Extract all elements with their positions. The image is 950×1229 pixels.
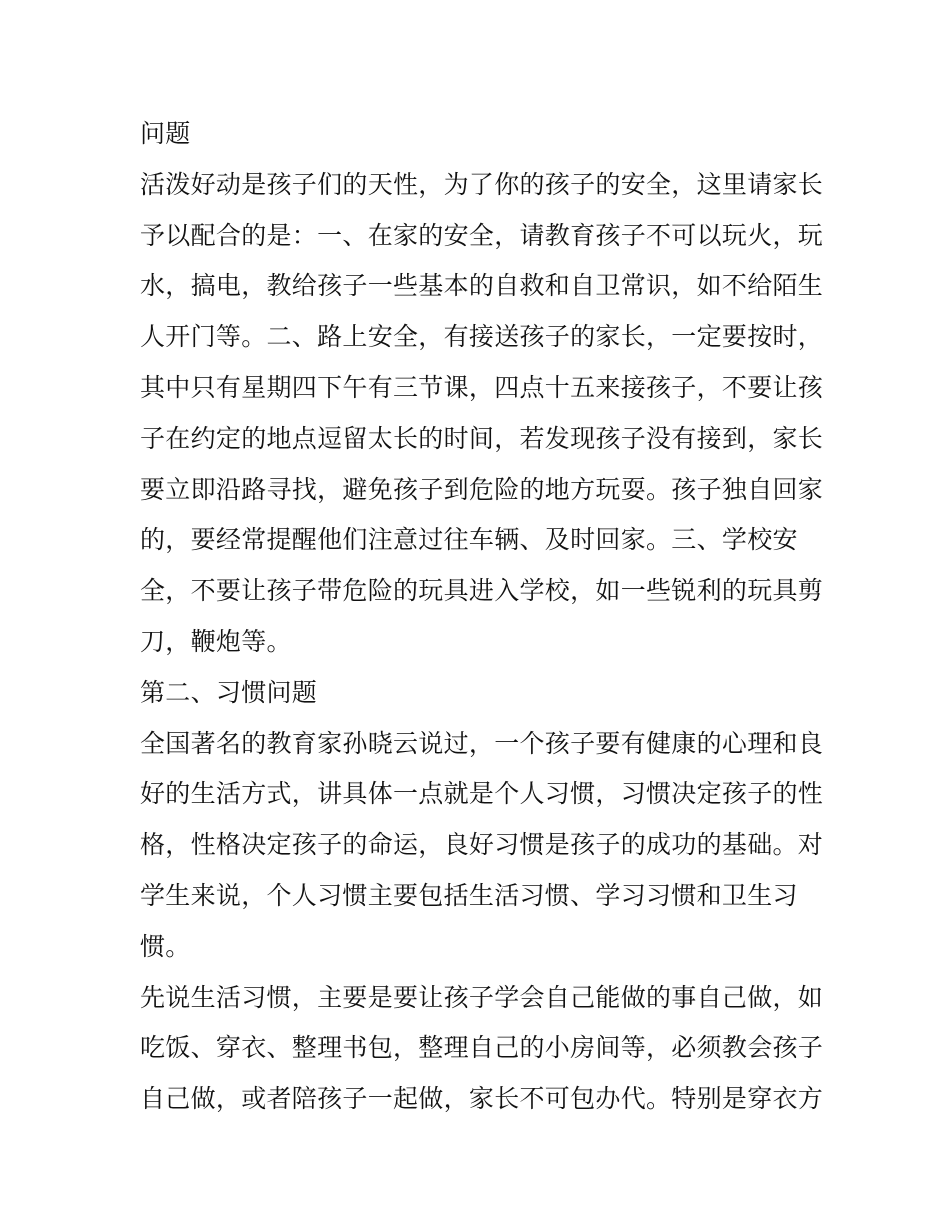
text-line: 子在约定的地点逗留太长的时间，若发现孩子没有接到，家长 xyxy=(140,423,824,453)
section-heading: 第二、习惯问题 xyxy=(140,677,318,707)
text-line: 问题 xyxy=(140,119,191,148)
text-line: 先说生活习惯，主要是要让孩子学会自己能做的事自己做，如 xyxy=(140,982,824,1012)
text-line: 自己做，或者陪孩子一起做，家长不可包办代。特别是穿衣方 xyxy=(140,1084,824,1114)
text-line: 惯。 xyxy=(140,931,191,961)
text-line: 水，搞电，教给孩子一些基本的自救和自卫常识，如不给陌生 xyxy=(140,271,824,301)
text-line: 学生来说，个人习惯主要包括生活习惯、学习习惯和卫生习 xyxy=(140,880,798,910)
text-line: 吃饭、穿衣、整理书包，整理自己的小房间等，必须教会孩子 xyxy=(140,1033,824,1063)
text-line: 活泼好动是孩子们的天性，为了你的孩子的安全，这里请家长 xyxy=(140,169,824,199)
text-line: 其中只有星期四下午有三节课，四点十五来接孩子，不要让孩 xyxy=(140,372,824,402)
text-line: 全国著名的教育家孙晓云说过，一个孩子要有健康的心理和良 xyxy=(140,728,824,758)
text-line: 刀，鞭炮等。 xyxy=(140,626,292,656)
text-line: 的，要经常提醒他们注意过往车辆、及时回家。三、学校安 xyxy=(140,525,798,555)
text-line: 格，性格决定孩子的命运，良好习惯是孩子的成功的基础。对 xyxy=(140,830,824,860)
document-body xyxy=(140,109,824,1125)
text-line: 好的生活方式，讲具体一点就是个人习惯，习惯决定孩子的性 xyxy=(140,779,824,809)
text-line: 要立即沿路寻找，避免孩子到危险的地方玩耍。孩子独自回家 xyxy=(140,474,824,504)
text-line: 全，不要让孩子带危险的玩具进入学校，如一些锐利的玩具剪 xyxy=(140,576,824,606)
text-line: 人开门等。二、路上安全，有接送孩子的家长，一定要按时， xyxy=(140,322,824,352)
text-line: 予以配合的是：一、在家的安全，请教育孩子不可以玩火，玩 xyxy=(140,220,824,250)
